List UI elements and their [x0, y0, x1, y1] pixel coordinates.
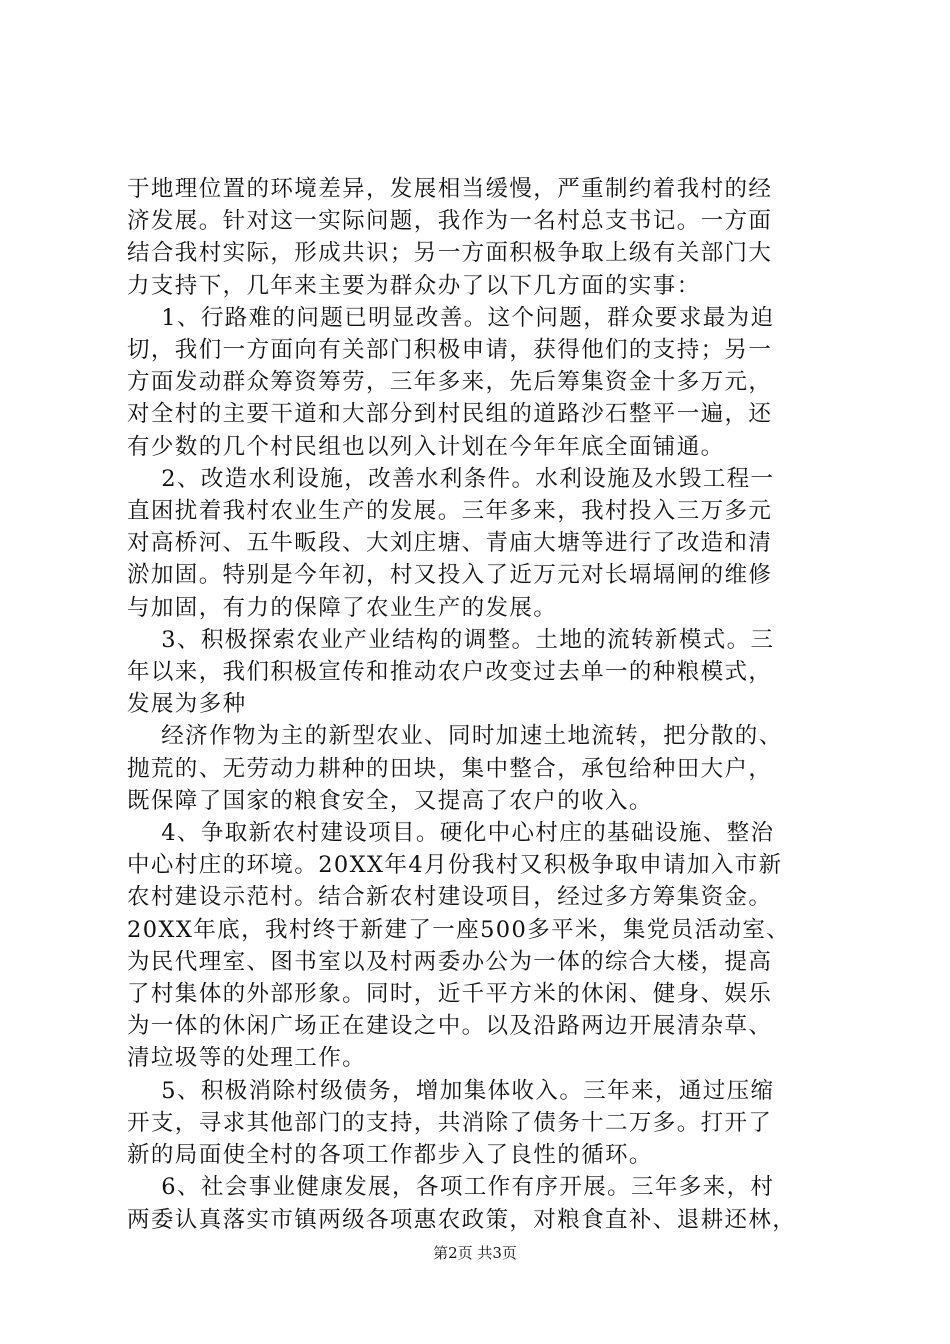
paragraph — [127, 1171, 847, 1235]
text-line: 农村建设示范村。结合新农村建设项目，经过多方筹集资金。 — [127, 884, 773, 911]
text-line: 为民代理室、图书室以及村两委办公为一体的综合大楼，提高 — [127, 948, 773, 975]
paragraph — [127, 302, 847, 463]
text-line: 20XX年底，我村终于新建了一座500多平米，集党员活动室、 — [127, 916, 791, 943]
text-line: 与加固，有力的保障了农业生产的发展。 — [127, 594, 558, 621]
text-line: 清垃圾等的处理工作。 — [127, 1045, 367, 1072]
text-line: 经济作物为主的新型农业、同时加速土地流转，把分散的、 — [127, 723, 783, 750]
body-text — [127, 173, 847, 1236]
page-footer: 第2页 共3页 — [433, 1244, 517, 1262]
text-line: 5、积极消除村级债务，增加集体收入。三年来，通过压缩 — [127, 1077, 775, 1104]
text-line: 4、争取新农村建设项目。硬化中心村庄的基础设施、整治 — [127, 820, 775, 847]
text-line: 6、社会事业健康发展，各项工作有序开展。三年多来，村 — [127, 1174, 775, 1201]
text-line: 于地理位置的环境差异，发展相当缓慢，严重制约着我村的经 — [127, 176, 773, 202]
text-line: 开支，寻求其他部门的支持，共消除了债务十二万多。打开了 — [127, 1109, 773, 1136]
text-line: 两委认真落实市镇两级各项惠农政策，对粮食直补、退耕还林， — [127, 1206, 797, 1233]
paragraph — [127, 1075, 847, 1172]
text-line: 中心村庄的环境。20XX年4月份我村又积极争取申请加入市新 — [127, 852, 783, 879]
text-line: 1、行路难的问题已明显改善。这个问题，群众要求最为迫 — [127, 304, 775, 331]
text-line: 发展为多种 — [127, 691, 247, 718]
text-line: 2、改造水利设施，改善水利条件。水利设施及水毁工程一 — [127, 465, 775, 492]
text-line: 既保障了国家的粮食安全，又提高了农户的收入。 — [127, 787, 653, 814]
text-line: 为一体的休闲广场正在建设之中。以及沿路两边开展清杂草、 — [127, 1013, 773, 1040]
text-line: 对全村的主要干道和大部分到村民组的道路沙石整平一遍，还 — [127, 401, 773, 428]
paragraph — [127, 624, 847, 721]
text-line: 3、积极探索农业产业结构的调整。土地的流转新模式。三 — [127, 626, 775, 653]
text-line: 抛荒的、无劳动力耕种的田块，集中整合，承包给种田大户， — [127, 755, 773, 782]
paragraph — [127, 720, 847, 817]
text-line: 切，我们一方面向有关部门积极申请，获得他们的支持；另一 — [127, 337, 773, 364]
paragraph — [127, 463, 847, 624]
text-line: 济发展。针对这一实际问题，我作为一名村总支书记。一方面 — [127, 208, 773, 235]
text-line: 对高桥河、五牛畈段、大刘庄塘、青庙大塘等进行了改造和清 — [127, 530, 773, 557]
text-line: 结合我村实际，形成共识；另一方面积极争取上级有关部门大 — [127, 240, 773, 267]
text-line: 方面发动群众筹资筹劳，三年多来，先后筹集资金十多万元， — [127, 369, 773, 396]
text-line: 有少数的几个村民组也以列入计划在今年年底全面铺通。 — [127, 433, 725, 460]
paragraph — [127, 173, 847, 302]
text-line: 力支持下，几年来主要为群众办了以下几方面的实事： — [127, 272, 701, 299]
text-line: 了村集体的外部形象。同时，近千平方米的休闲、健身、娱乐 — [127, 981, 773, 1008]
text-line: 新的局面使全村的各项工作都步入了良性的循环。 — [127, 1142, 653, 1169]
text-line: 淤加固。特别是今年初，村又投入了近万元对长塥塥闸的维修 — [127, 562, 773, 589]
paragraph — [127, 817, 847, 1075]
text-line: 直困扰着我村农业生产的发展。三年多来，我村投入三万多元 — [127, 498, 773, 525]
text-line: 年以来，我们积极宣传和推动农户改变过去单一的种粮模式， — [127, 659, 773, 686]
